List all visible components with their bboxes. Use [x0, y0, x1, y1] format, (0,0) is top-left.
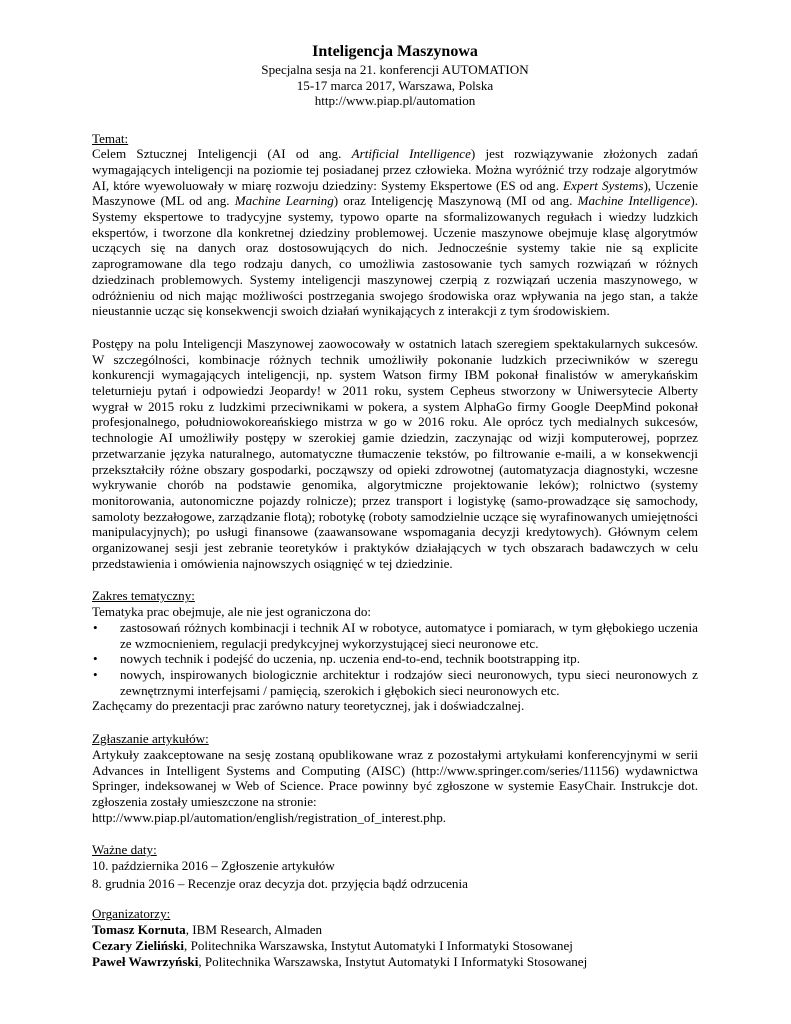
italic-term: Machine Learning [234, 193, 334, 209]
list-item [92, 667, 698, 698]
text-run: Celem Sztucznej Inteligencji (AI od ang. [92, 146, 352, 162]
bullet-icon: • [93, 651, 98, 667]
bullet-icon: • [93, 619, 98, 635]
organizatorzy-heading: Organizatorzy: [92, 906, 171, 922]
list-item-text: nowych technik i podejść do uczenia, np. uczenia end-to-end, technik bootstrapping itp. [120, 651, 580, 667]
session-subtitle: Specjalna sesja na 21. konferencji AUTOMATION [261, 62, 529, 77]
italic-term: Expert Systems [563, 177, 644, 193]
temat-heading: Temat: [92, 130, 129, 146]
organizer-3 [92, 954, 698, 970]
text-run: ), Uczenie Maszynowe (ML od ang. [92, 177, 698, 209]
date-location: 15-17 marca 2017, Warszawa, Polska [296, 77, 494, 93]
organizer-2 [92, 938, 698, 954]
text-run: ) oraz Inteligencję Maszynową (MI od ang. [333, 193, 578, 209]
organizer-affiliation: , IBM Research, Almaden [185, 922, 323, 938]
text-run: ) jest rozwiązywanie złożonych zadań wymagających inteligencji na poziomie tej posiadanej przez człowieka. Można wyróżnić trzy rodzaje algorytmów AI, które wyewoluowały w miarę rozwoju dziedziny: Systemy Ekspertowe (ES od ang. [92, 146, 698, 193]
conference-url[interactable]: http://www.piap.pl/automation [314, 93, 476, 108]
italic-term: Machine Intelligence [577, 193, 691, 209]
zakres-intro: Tematyka prac obejmuje, ale nie jest ograniczona do: [92, 604, 372, 620]
organizer-affiliation: , Politechnika Warszawska, Instytut Automatyki I Informatyki Stosowanej [198, 953, 588, 969]
zakres-outro: Zachęcamy do prezentacji prac zarówno natury teoretycznej, jak i doświadczalnej. [92, 698, 525, 714]
document-page [92, 42, 698, 969]
organizer-name: Tomasz Kornuta [92, 922, 186, 938]
zglaszanie-text: Artykuły zaakceptowane na sesję zostaną opublikowane wraz z pozostałymi artykułami konferencyjnymi w serii Advances in Intelligent Systems and Computing (AISC) (http://www.springer.com/series/11156) wydawnictwa Springer, indeksowanej w Web of Science. Prace powinny być zgłoszone w systemie EasyChair. Instrukcje dot. zgłoszenia zostały umieszczone na stronie: [92, 746, 698, 809]
text-run: ). Systemy ekspertowe to tradycyjne systemy, typowo oparte na sformalizowanych regułach i wiedzy ludzkich ekspertów, i tworzone dla konkretnej dziedziny problemowej. Uczenie maszynowe obejmuje klasę algorytmów uczących się na danych oraz dostosowujących do nich. Jednocześnie systemy takie nie są explicite zaprogramowane dla tego rodzaju danych, co umożliwia zastosowanie tych samych rozwiązań w różnych dziedzinach problemowych. Systemy inteligencji maszynowej czerpią z rozwiązań uczenia maszynowego, w odróżnieniu od nich mając możliwości postrzegania swojego środowiska oraz wpływania na jego stan, a także nieustannie ucząc się konsekwencji swoich działań wynikających z interakcji z tym środowiskiem. [92, 193, 698, 319]
list-item-text: zastosowań różnych kombinacji i technik AI w robotyce, automatyce i pomiarach, w tym głębokiego uczenia ze wzmocnieniem, regulacji predykcyjnej wykorzystującej sieci neuronowe etc. [120, 619, 698, 651]
date-item: 8. grudnia 2016 – Recenzje oraz decyzja dot. przyjęcia bądź odrzucenia [92, 875, 468, 891]
organizer-affiliation: , Politechnika Warszawska, Instytut Automatyki I Informatyki Stosowanej [184, 937, 573, 953]
zglaszanie-heading: Zgłaszanie artykułów: [92, 731, 209, 747]
list-item-text: nowych, inspirowanych biologicznie architektur i rodzajów sieci neuronowych, typu sieci neuronowych z zewnętrznymi interfejsami / pamięcią, szerokich i głębokich sieci neuronowych etc. [120, 667, 698, 698]
date-item: 10. października 2016 – Zgłoszenie artykułów [92, 858, 335, 874]
list-item [92, 620, 698, 651]
daty-heading: Ważne daty: [92, 842, 157, 858]
organizer-name: Paweł Wawrzyński [92, 953, 199, 969]
page-title: Inteligencja Maszynowa [312, 43, 478, 60]
organizer-1 [92, 922, 698, 938]
temat-paragraph-1 [92, 146, 698, 319]
temat-paragraph-2: Postępy na polu Inteligencji Maszynowej zaowocowały w ostatnich latach szeregiem spektakularnych sukcesów. W szczególności, kombinacje różnych technik umożliwiły pokonanie ludzkich przeciwników w szeregu konkurencji wymagających inteligencji, np. system Watson firmy IBM pokonał finalistów w amerykańskim teleturnieju pytań i odpowiedzi Jeopardy! w 2011 roku, system Cepheus stworzony w Uniwersytecie Alberty wygrał w 2015 roku z ludzkimi przeciwnikami w pokera, a system AlphaGo firmy Google DeepMind pokonał profesjonalnego, południowokoreańskiego mistrza w go w 2016 roku. Ale oprócz tych medialnych sukcesów, technologie AI umożliwiły postępy w szerokiej gamie dziedzin, zaczynając od wizji komputerowej, poprzez przetwarzanie języka naturalnego, automatyczne tłumaczenie tekstów, po filtrowanie e-maili, a w konsekwencji przekształciły różne obszary gospodarki, począwszy od opieki zdrowotnej (automatyzacja diagnostyki, wczesne wykrywanie chorób na podstawie genomika, algorytmiczne projektowanie leków); rolnictwo (systemy monitorowania, autonomiczne pojazdy rolnicze); przez transport i logistykę (samo-prowadzące się samochody, samoloty bezzałogowe, zarządzanie flotą); robotykę (roboty samodzielnie uczące się wyrafinowanych umiejętności manipulacyjnych); po usługi finansowe (zaawansowane wspomagania decyzji kredytowych). Głównym celem organizowanej sesji jest zebranie teoretyków i praktyków działających w tych obszarach badawczych w celu przedstawienia i omówienia najnowszych osiągnięć w tej dziedzinie. [92, 335, 698, 571]
registration-link[interactable]: http://www.piap.pl/automation/english/registration_of_interest.php. [92, 809, 447, 825]
zakres-heading: Zakres tematyczny: [92, 588, 195, 604]
italic-term: Artificial Intelligence [351, 146, 471, 162]
organizer-name: Cezary Zieliński [92, 937, 185, 953]
bullet-icon: • [93, 667, 98, 682]
zakres-list [92, 620, 698, 699]
list-item [92, 651, 698, 667]
